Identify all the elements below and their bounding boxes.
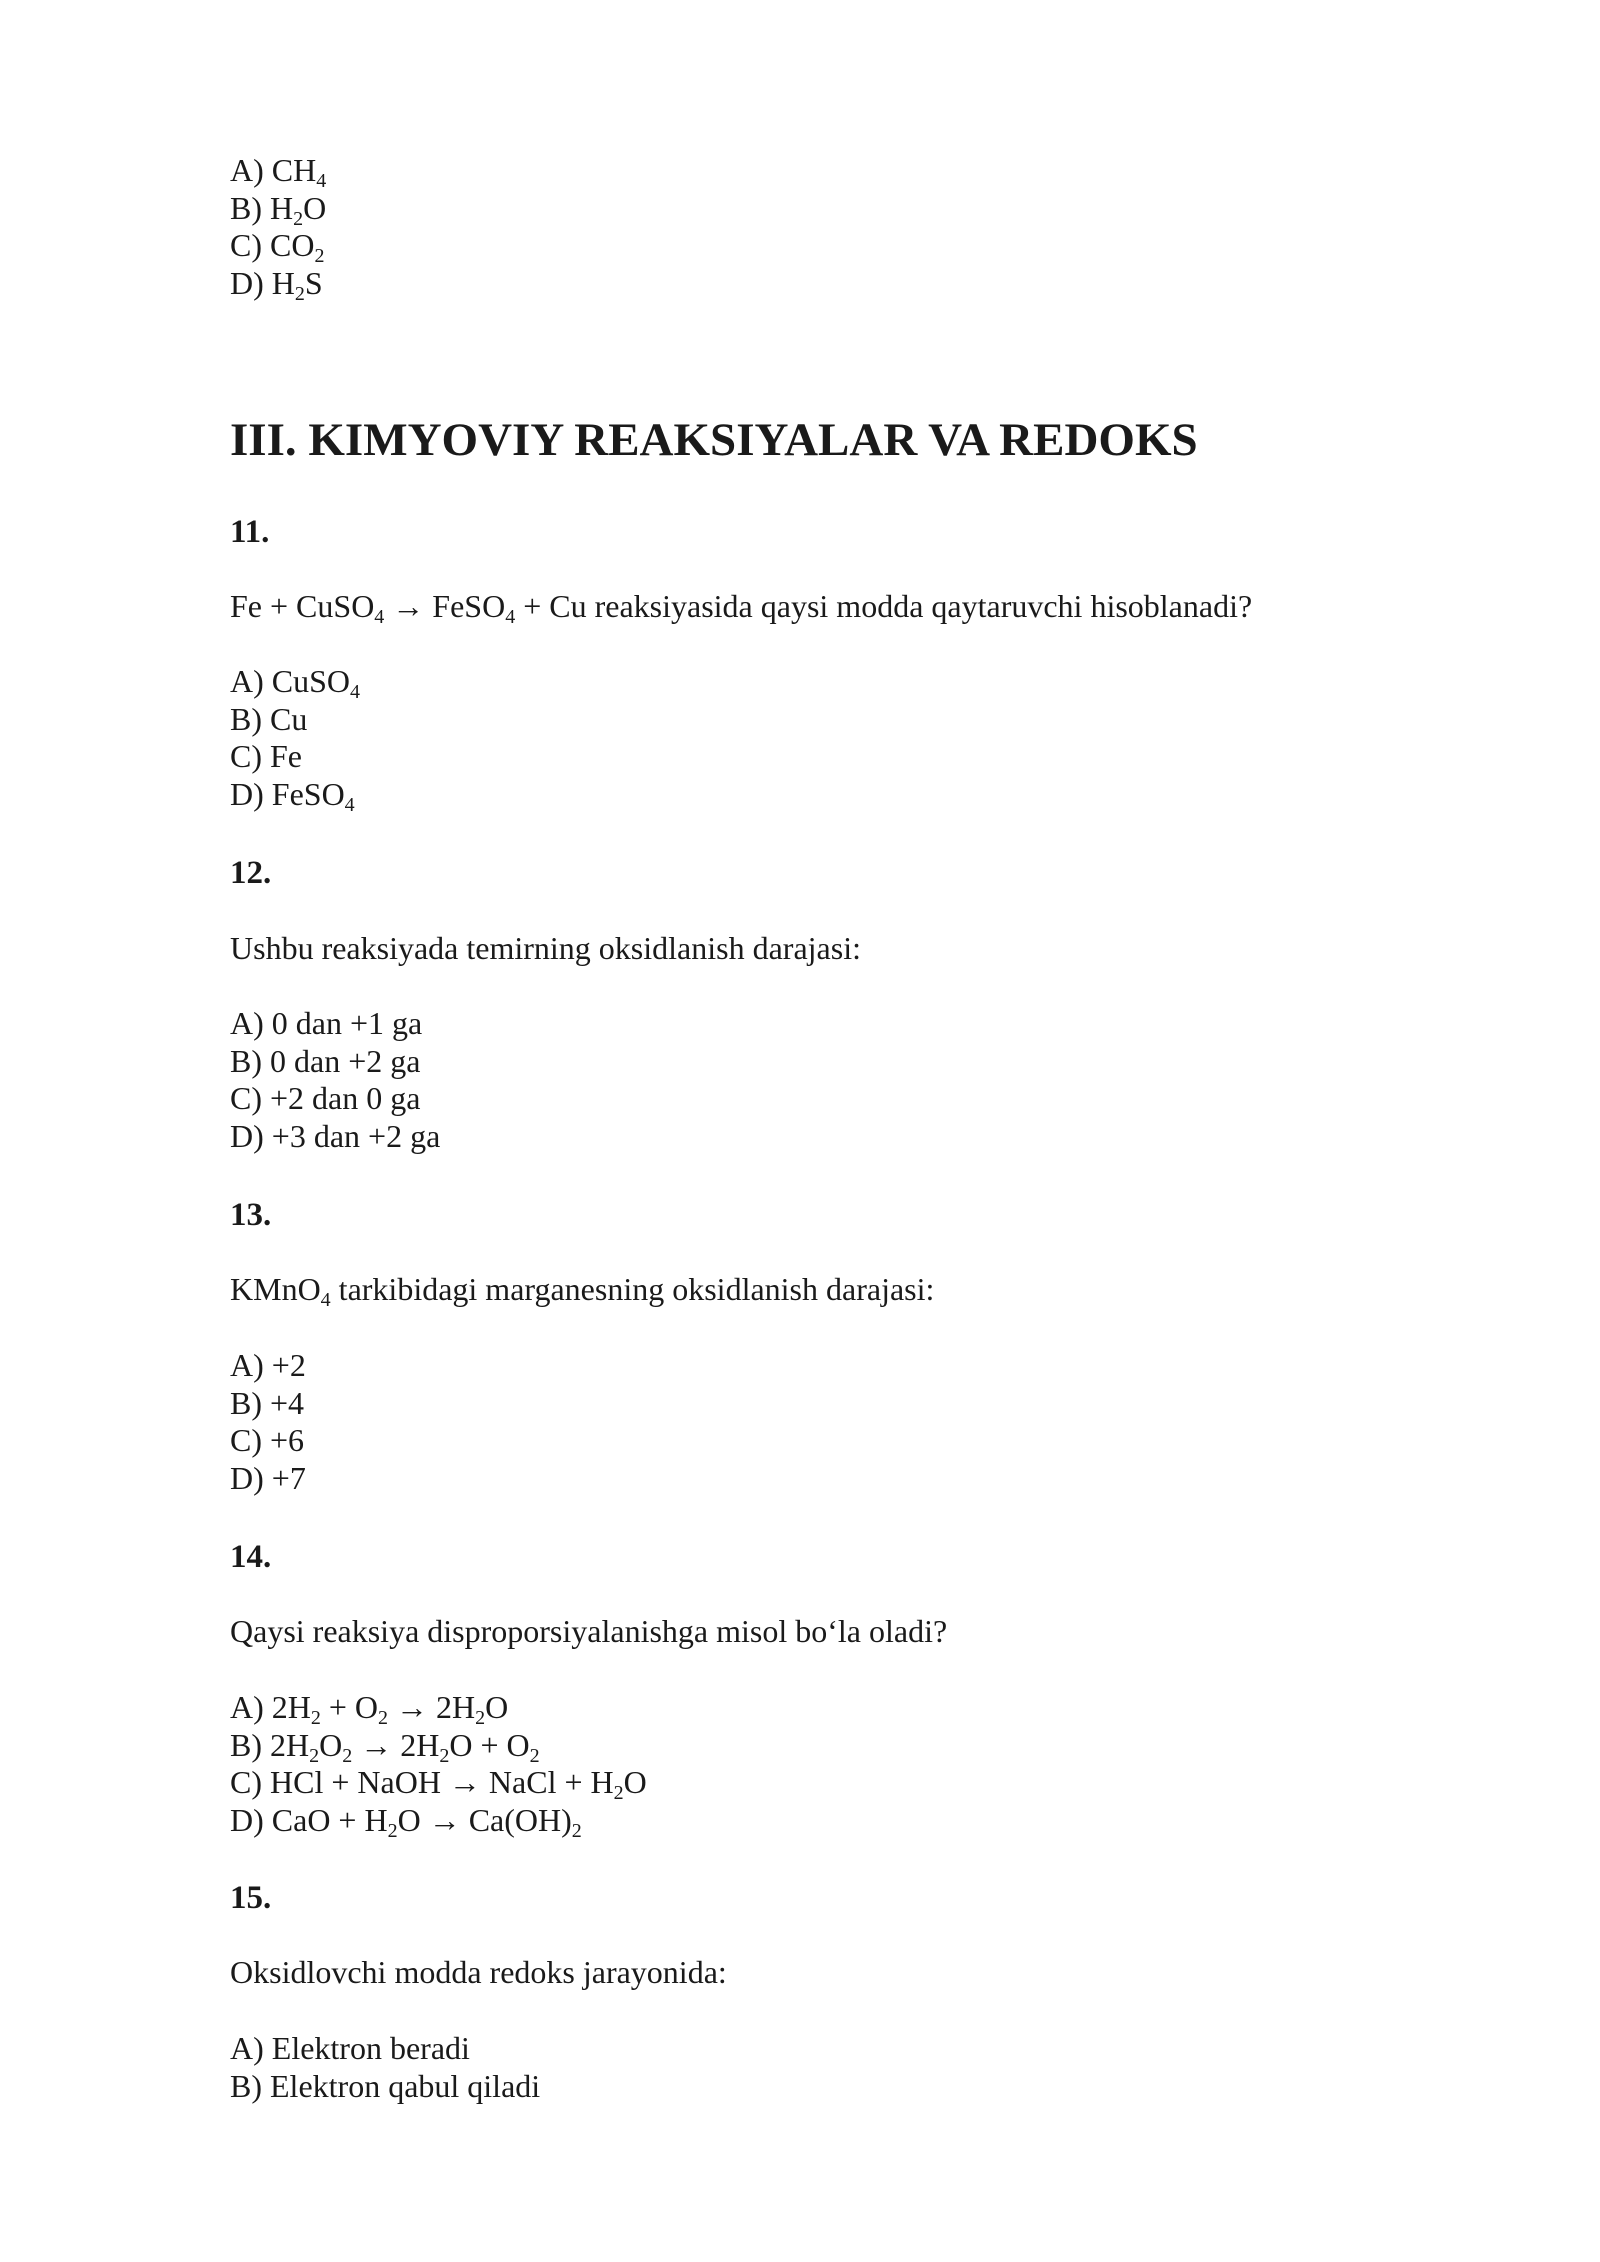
option-line: A) $CH_4$ — [230, 152, 327, 192]
option-line: D) $H_2S$ — [230, 264, 323, 305]
question-number: 12. — [230, 855, 272, 891]
option-a: A) CuSO$_4$ — [230, 663, 361, 703]
option-d: D) +3 dan +2 ga — [230, 1117, 441, 1154]
option-b: B) Cu — [230, 700, 308, 737]
option-b: B) 0 dan +2 ga — [230, 1042, 421, 1079]
question-text: Ushbu reaksiyada temirning oksidlanish darajasi: — [230, 930, 861, 966]
question-text: KMnO$_4$ tarkibidagi marganesning oksidlanish darajasi: — [230, 1271, 935, 1311]
question-text: Oksidlovchi modda redoks jarayonida: — [230, 1954, 727, 1990]
option-c: C) HCl + NaOH → NaCl + $H_2O$ — [230, 1764, 647, 1804]
option-a: A) +2 — [230, 1347, 306, 1383]
answer-options — [230, 663, 361, 816]
question-number: 11. — [230, 514, 270, 550]
answer-options — [230, 2030, 540, 2105]
question-number: 13. — [230, 1197, 272, 1233]
option-line: B) $H_2O$ — [230, 189, 327, 230]
option-d: D) FeSO$_4$ — [230, 775, 355, 816]
option-line: C) $CO_2$ — [230, 227, 325, 267]
option-a: A) 0 dan +1 ga — [230, 1005, 423, 1041]
question-number: 15. — [230, 1880, 272, 1916]
option-b: B) +4 — [230, 1384, 305, 1421]
intro-options — [230, 152, 327, 305]
question-text: Qaysi reaksiya disproporsiyalanishga misol bo‘la oladi? — [230, 1613, 948, 1649]
option-a: A) $2H_2 + O_2 \to 2H_2O$ — [230, 1689, 509, 1729]
option-a: A) Elektron beradi — [230, 2030, 470, 2066]
option-d: D) +7 — [230, 1459, 306, 1496]
option-d: D) CaO + $H_2O \to Ca(OH)_2$ — [230, 1801, 582, 1842]
option-b: B) $2H_2O_2 \to 2H_2O + O_2$ — [230, 1726, 540, 1767]
answer-options — [230, 1689, 647, 1842]
option-c: C) +2 dan 0 ga — [230, 1080, 421, 1116]
question-text: Fe + CuSO$_4$ → FeSO$_4$ + Cu reaksiyasida qaysi modda qaytaruvchi hisoblanadi? — [230, 588, 1253, 628]
option-c: C) +6 — [230, 1422, 305, 1458]
option-c: C) Fe — [230, 738, 302, 774]
option-b: B) Elektron qabul qiladi — [230, 2067, 541, 2104]
answer-options — [230, 1005, 440, 1155]
question-number: 14. — [230, 1539, 272, 1575]
answer-options — [230, 1347, 306, 1497]
section-title: III. KIMYOVIY REAKSIYALAR VA REDOKS — [230, 414, 1198, 466]
